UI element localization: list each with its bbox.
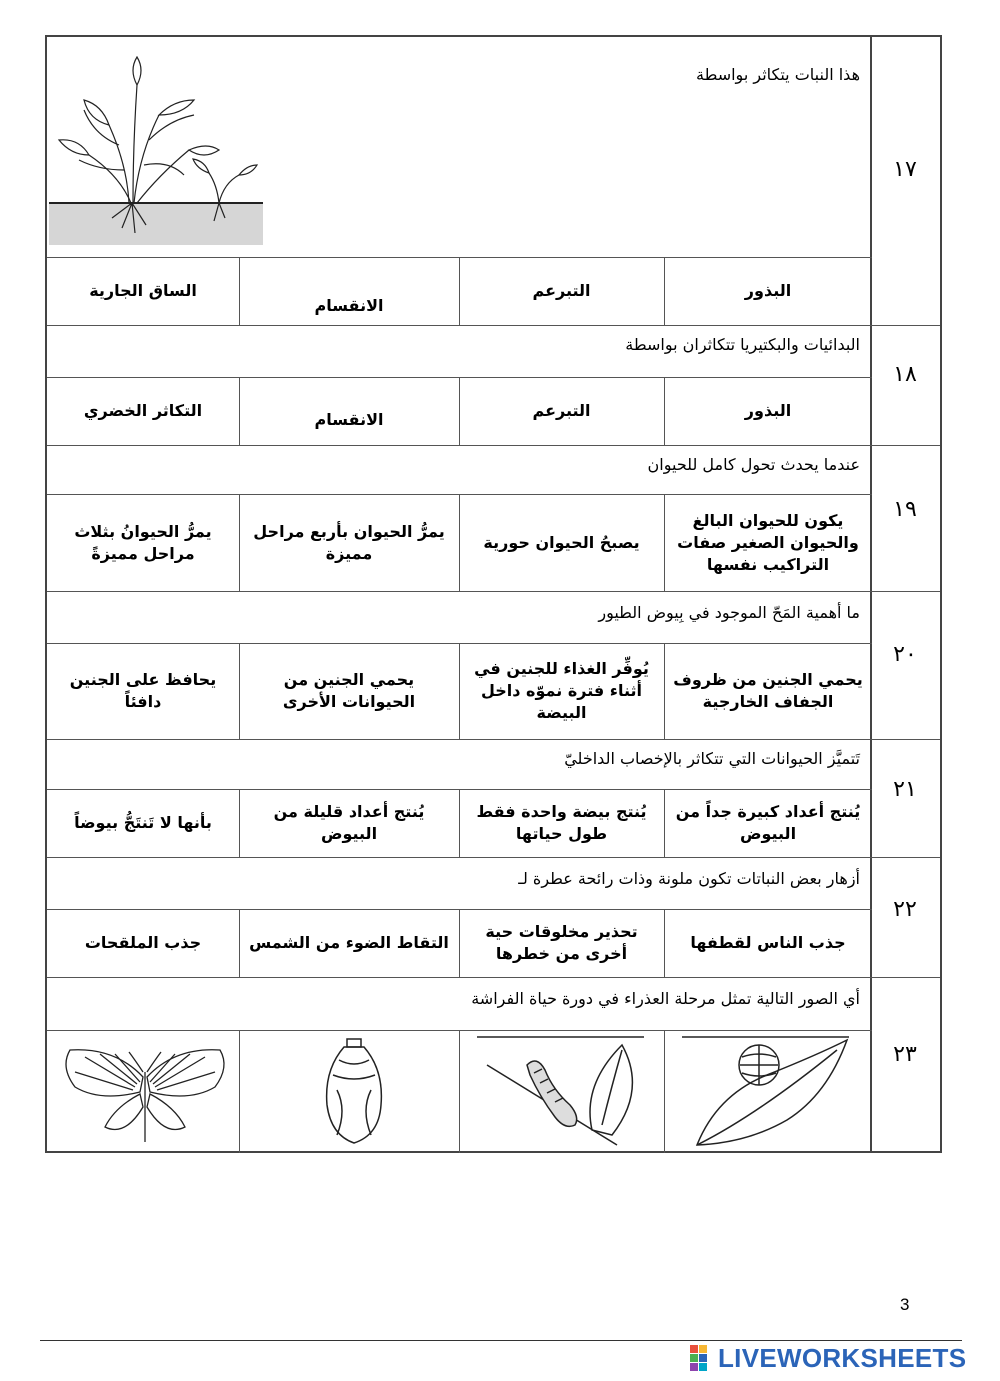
egg-on-leaf-image[interactable] bbox=[677, 1035, 857, 1150]
question-number-17: ١٧ bbox=[893, 157, 917, 182]
question-text-18: البدائيات والبكتيريا تتكاثران بواسطة bbox=[625, 335, 860, 354]
option-18-b[interactable]: التبرعم bbox=[532, 401, 591, 420]
option-18-d[interactable]: التكاثر الخضري bbox=[83, 401, 203, 420]
option-17-b[interactable]: التبرعم bbox=[532, 281, 591, 300]
col-divider bbox=[664, 1030, 665, 1153]
option-17-c[interactable]: الانقسام bbox=[314, 296, 384, 315]
option-21-b[interactable]: يُنتج بيضة واحدة فقط طول حياتها bbox=[476, 802, 647, 843]
option-19-d[interactable]: يمرُّ الحيوانُ بثلاث مراحل مميزةً bbox=[74, 521, 212, 563]
footer-divider bbox=[40, 1340, 962, 1341]
option-22-b[interactable]: تحذير مخلوقات حية أخرى من خطرها bbox=[485, 922, 638, 963]
option-17-d[interactable]: الساق الجارية bbox=[89, 281, 197, 300]
option-20-c[interactable]: يحمي الجنين من الحيوانات الأخرى bbox=[282, 670, 416, 711]
question-number-21: ٢١ bbox=[893, 777, 917, 802]
row-divider bbox=[47, 857, 940, 858]
brand-logo-icon bbox=[690, 1345, 718, 1371]
row-divider bbox=[47, 739, 940, 740]
option-21-a[interactable]: يُنتج أعداد كبيرة جداً من البيوض bbox=[675, 802, 861, 843]
option-21-c[interactable]: يُنتج أعداد قليلة من البيوض bbox=[273, 802, 425, 843]
question-number-18: ١٨ bbox=[893, 362, 917, 387]
question-number-column bbox=[870, 37, 940, 1151]
option-20-d[interactable]: يحافظ على الجنين دافئاً bbox=[69, 670, 217, 711]
option-17-a[interactable]: البذور bbox=[744, 281, 792, 300]
question-text-21: تَتميَّز الحيوانات التي تتكاثر بالإخصاب الداخليّ bbox=[564, 749, 860, 768]
question-number-22: ٢٢ bbox=[893, 897, 917, 922]
butterfly-image[interactable] bbox=[55, 1042, 235, 1147]
worksheet-table bbox=[45, 35, 942, 1153]
question-number-23: ٢٣ bbox=[893, 1042, 917, 1067]
row-divider bbox=[47, 445, 940, 446]
liveworksheets-logo[interactable] bbox=[690, 1344, 966, 1372]
plant-image bbox=[49, 55, 263, 245]
option-20-b[interactable]: يُوفِّر الغذاء للجنين في أثناء فترة نموّه داخل البيضة bbox=[474, 659, 649, 722]
option-22-c[interactable]: التقاط الضوء من الشمس bbox=[249, 933, 449, 952]
page-number: 3 bbox=[900, 1295, 910, 1314]
chrysalis-image[interactable] bbox=[309, 1035, 399, 1150]
brand-name: LIVEWORKSHEETS bbox=[718, 1342, 967, 1373]
row-divider bbox=[47, 325, 940, 326]
row-divider bbox=[47, 591, 940, 592]
row-divider bbox=[47, 977, 940, 978]
question-text-19: عندما يحدث تحول كامل للحيوان bbox=[647, 455, 860, 474]
question-text-22: أزهار بعض النباتات تكون ملونة وذات رائحة عطرة لـ bbox=[518, 869, 860, 888]
option-18-a[interactable]: البذور bbox=[744, 401, 792, 420]
question-text-17: هذا النبات يتكاثر بواسطة bbox=[696, 65, 860, 84]
option-22-d[interactable]: جذب الملقحات bbox=[84, 933, 202, 952]
caterpillar-image[interactable] bbox=[472, 1035, 652, 1150]
option-19-b[interactable]: يصبحُ الحيوان حورية bbox=[483, 532, 640, 552]
option-19-a[interactable]: يكون للحيوان البالغ والحيوان الصغير صفات التراكيب نفسها bbox=[677, 510, 859, 574]
question-number-19: ١٩ bbox=[893, 497, 917, 522]
question-text-23: أي الصور التالية تمثل مرحلة العذراء في دورة حياة الفراشة bbox=[471, 989, 860, 1008]
option-20-a[interactable]: يحمي الجنين من ظروف الجفاف الخارجية bbox=[673, 670, 863, 711]
option-19-c[interactable]: يمرُّ الحيوان بأربع مراحل مميزة bbox=[253, 521, 445, 563]
col-divider bbox=[239, 1030, 240, 1153]
col-divider bbox=[459, 1030, 460, 1153]
question-text-20: ما أهمية المَحّ الموجود في بِيوض الطيور bbox=[598, 603, 860, 622]
option-18-c[interactable]: الانقسام bbox=[314, 410, 384, 429]
option-22-a[interactable]: جذب الناس لقطفها bbox=[690, 933, 846, 952]
question-number-20: ٢٠ bbox=[893, 642, 917, 667]
option-21-d[interactable]: بأنها لا تَنتَجُّ بيوضاً bbox=[74, 813, 212, 832]
